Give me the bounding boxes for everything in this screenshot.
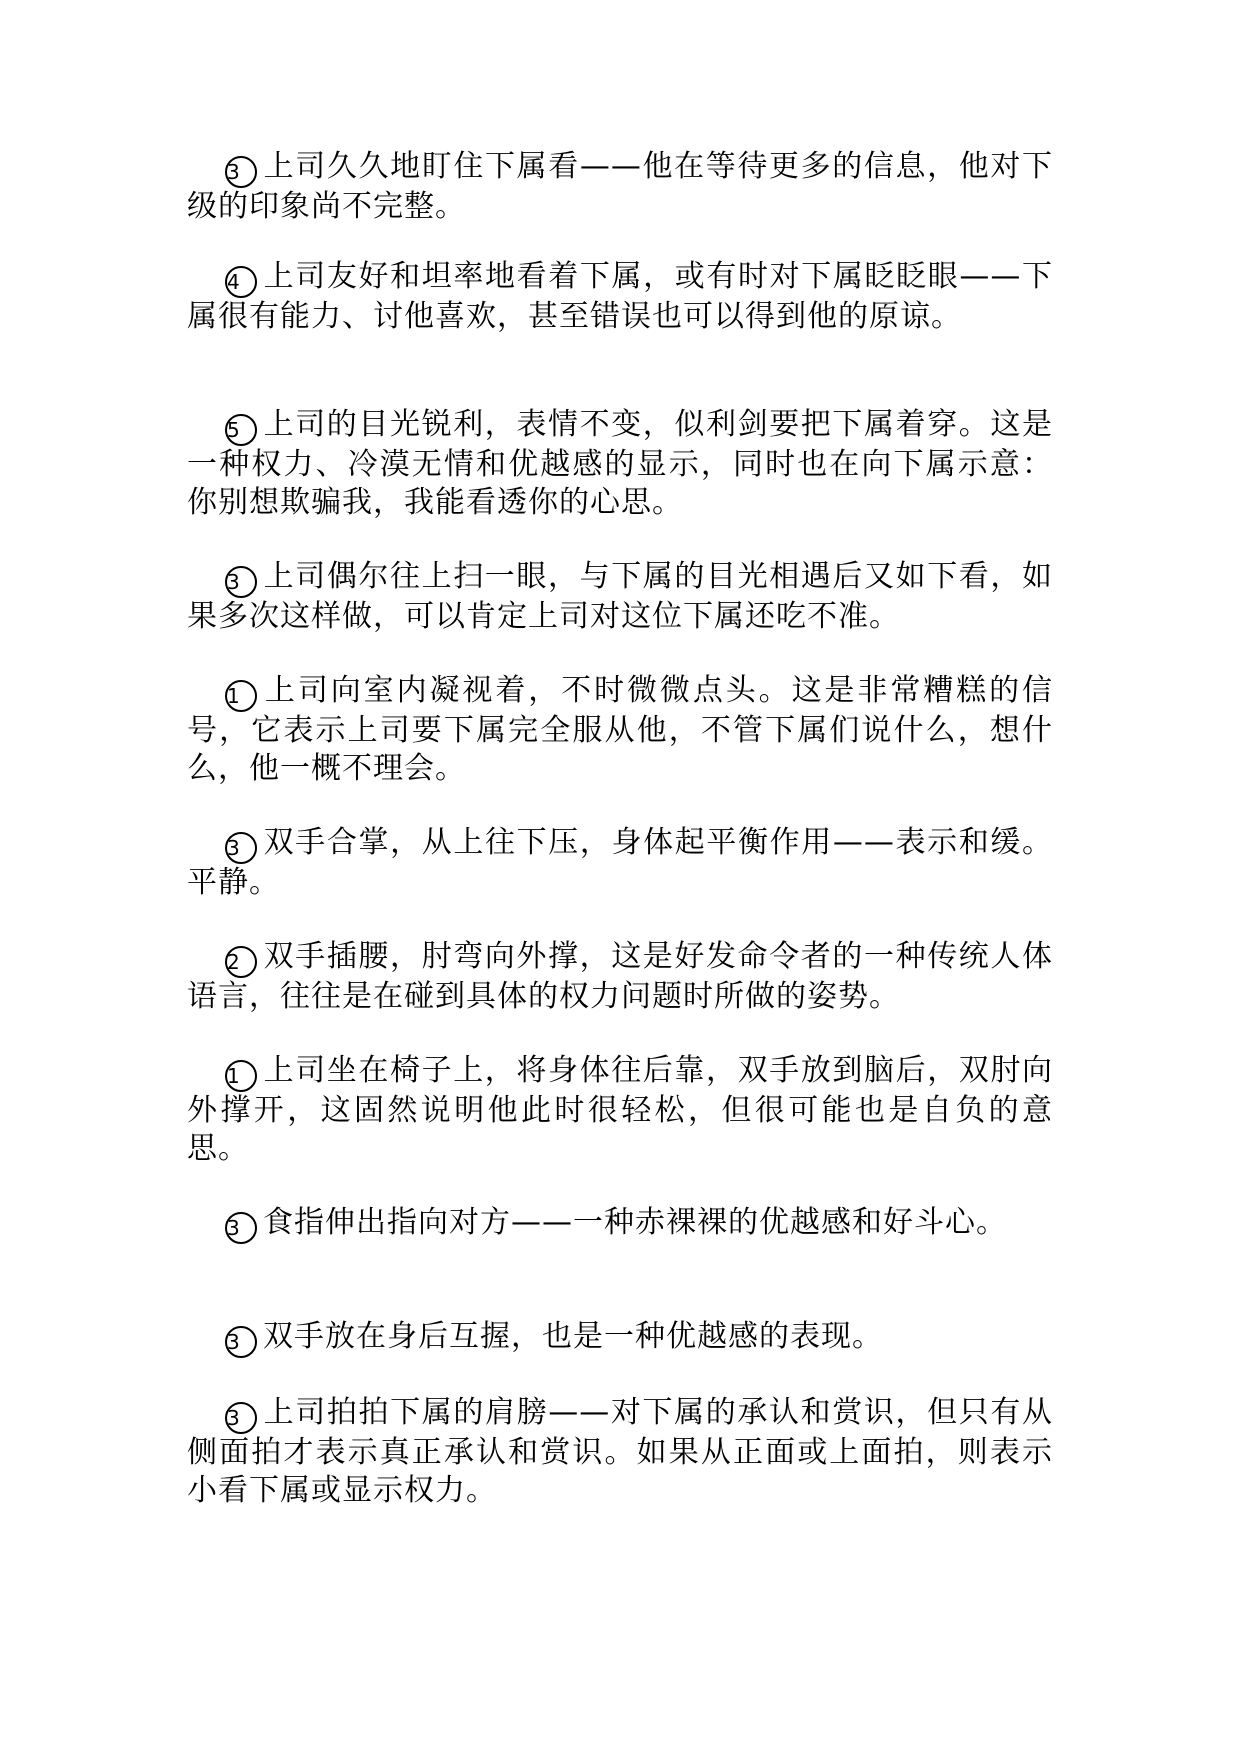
circled-number-marker: 5 [225,414,257,446]
circled-number-marker: 3 [225,832,257,864]
circled-number-marker: 1 [225,680,257,712]
paragraph-text: 上司坐在椅子上，将身体往后靠，双手放到脑后，双肘向外撑开，这固然说明他此时很轻松，但很可能也是自负的意思。 [187,1053,1053,1166]
circled-number-marker: 3 [225,566,257,598]
paragraph-text: 双手合掌，从上往下压，身体起平衡作用——表示和缓。平静。 [187,825,1053,900]
paragraph-10 [187,1318,1053,1358]
paragraph-text: 上司友好和坦率地看着下属，或有时对下属眨眨眼——下属很有能力、讨他喜欢，甚至错误也可以得到他的原谅。 [187,259,1053,334]
circled-number-marker: 4 [225,266,257,298]
paragraph-3 [187,406,1053,522]
paragraph-9 [187,1204,1053,1244]
paragraph-6 [187,824,1053,902]
circled-number-marker: 3 [225,1402,257,1434]
paragraph-5 [187,672,1053,788]
circled-number-marker: 3 [225,156,257,188]
paragraph-text: 上司的目光锐利，表情不变，似利剑要把下属着穿。这是一种权力、冷漠无情和优越感的显示，同时也在向下属示意：你别想欺骗我，我能看透你的心思。 [187,407,1053,520]
paragraph-2 [187,258,1053,336]
paragraph-text: 上司拍拍下属的肩膀——对下属的承认和赏识，但只有从侧面拍才表示真正承认和赏识。如果从正面或上面拍，则表示小看下属或显示权力。 [187,1395,1053,1508]
paragraph-text: 上司向室内凝视着，不时微微点头。这是非常糟糕的信号，它表示上司要下属完全服从他，不管下属们说什么，想什么，他一概不理会。 [187,673,1053,786]
paragraph-text: 上司久久地盯住下属看——他在等待更多的信息，他对下级的印象尚不完整。 [187,149,1053,224]
paragraph-text: 上司偶尔往上扫一眼，与下属的目光相遇后又如下看，如果多次这样做，可以肯定上司对这位下属还吃不准。 [187,559,1053,634]
circled-number-marker: 2 [225,946,257,978]
paragraph-text: 食指伸出指向对方——一种赤裸裸的优越感和好斗心。 [263,1205,1007,1240]
paragraph-7 [187,938,1053,1016]
paragraph-11 [187,1394,1053,1510]
circled-number-marker: 1 [225,1060,257,1092]
paragraph-8 [187,1052,1053,1168]
circled-number-marker: 3 [225,1326,257,1358]
paragraph-1 [187,148,1053,226]
paragraph-4 [187,558,1053,636]
circled-number-marker: 3 [225,1212,257,1244]
paragraph-text: 双手放在身后互握，也是一种优越感的表现。 [263,1319,883,1354]
paragraph-text: 双手插腰，肘弯向外撑，这是好发命令者的一种传统人体语言，往往是在碰到具体的权力问题时所做的姿势。 [187,939,1053,1014]
